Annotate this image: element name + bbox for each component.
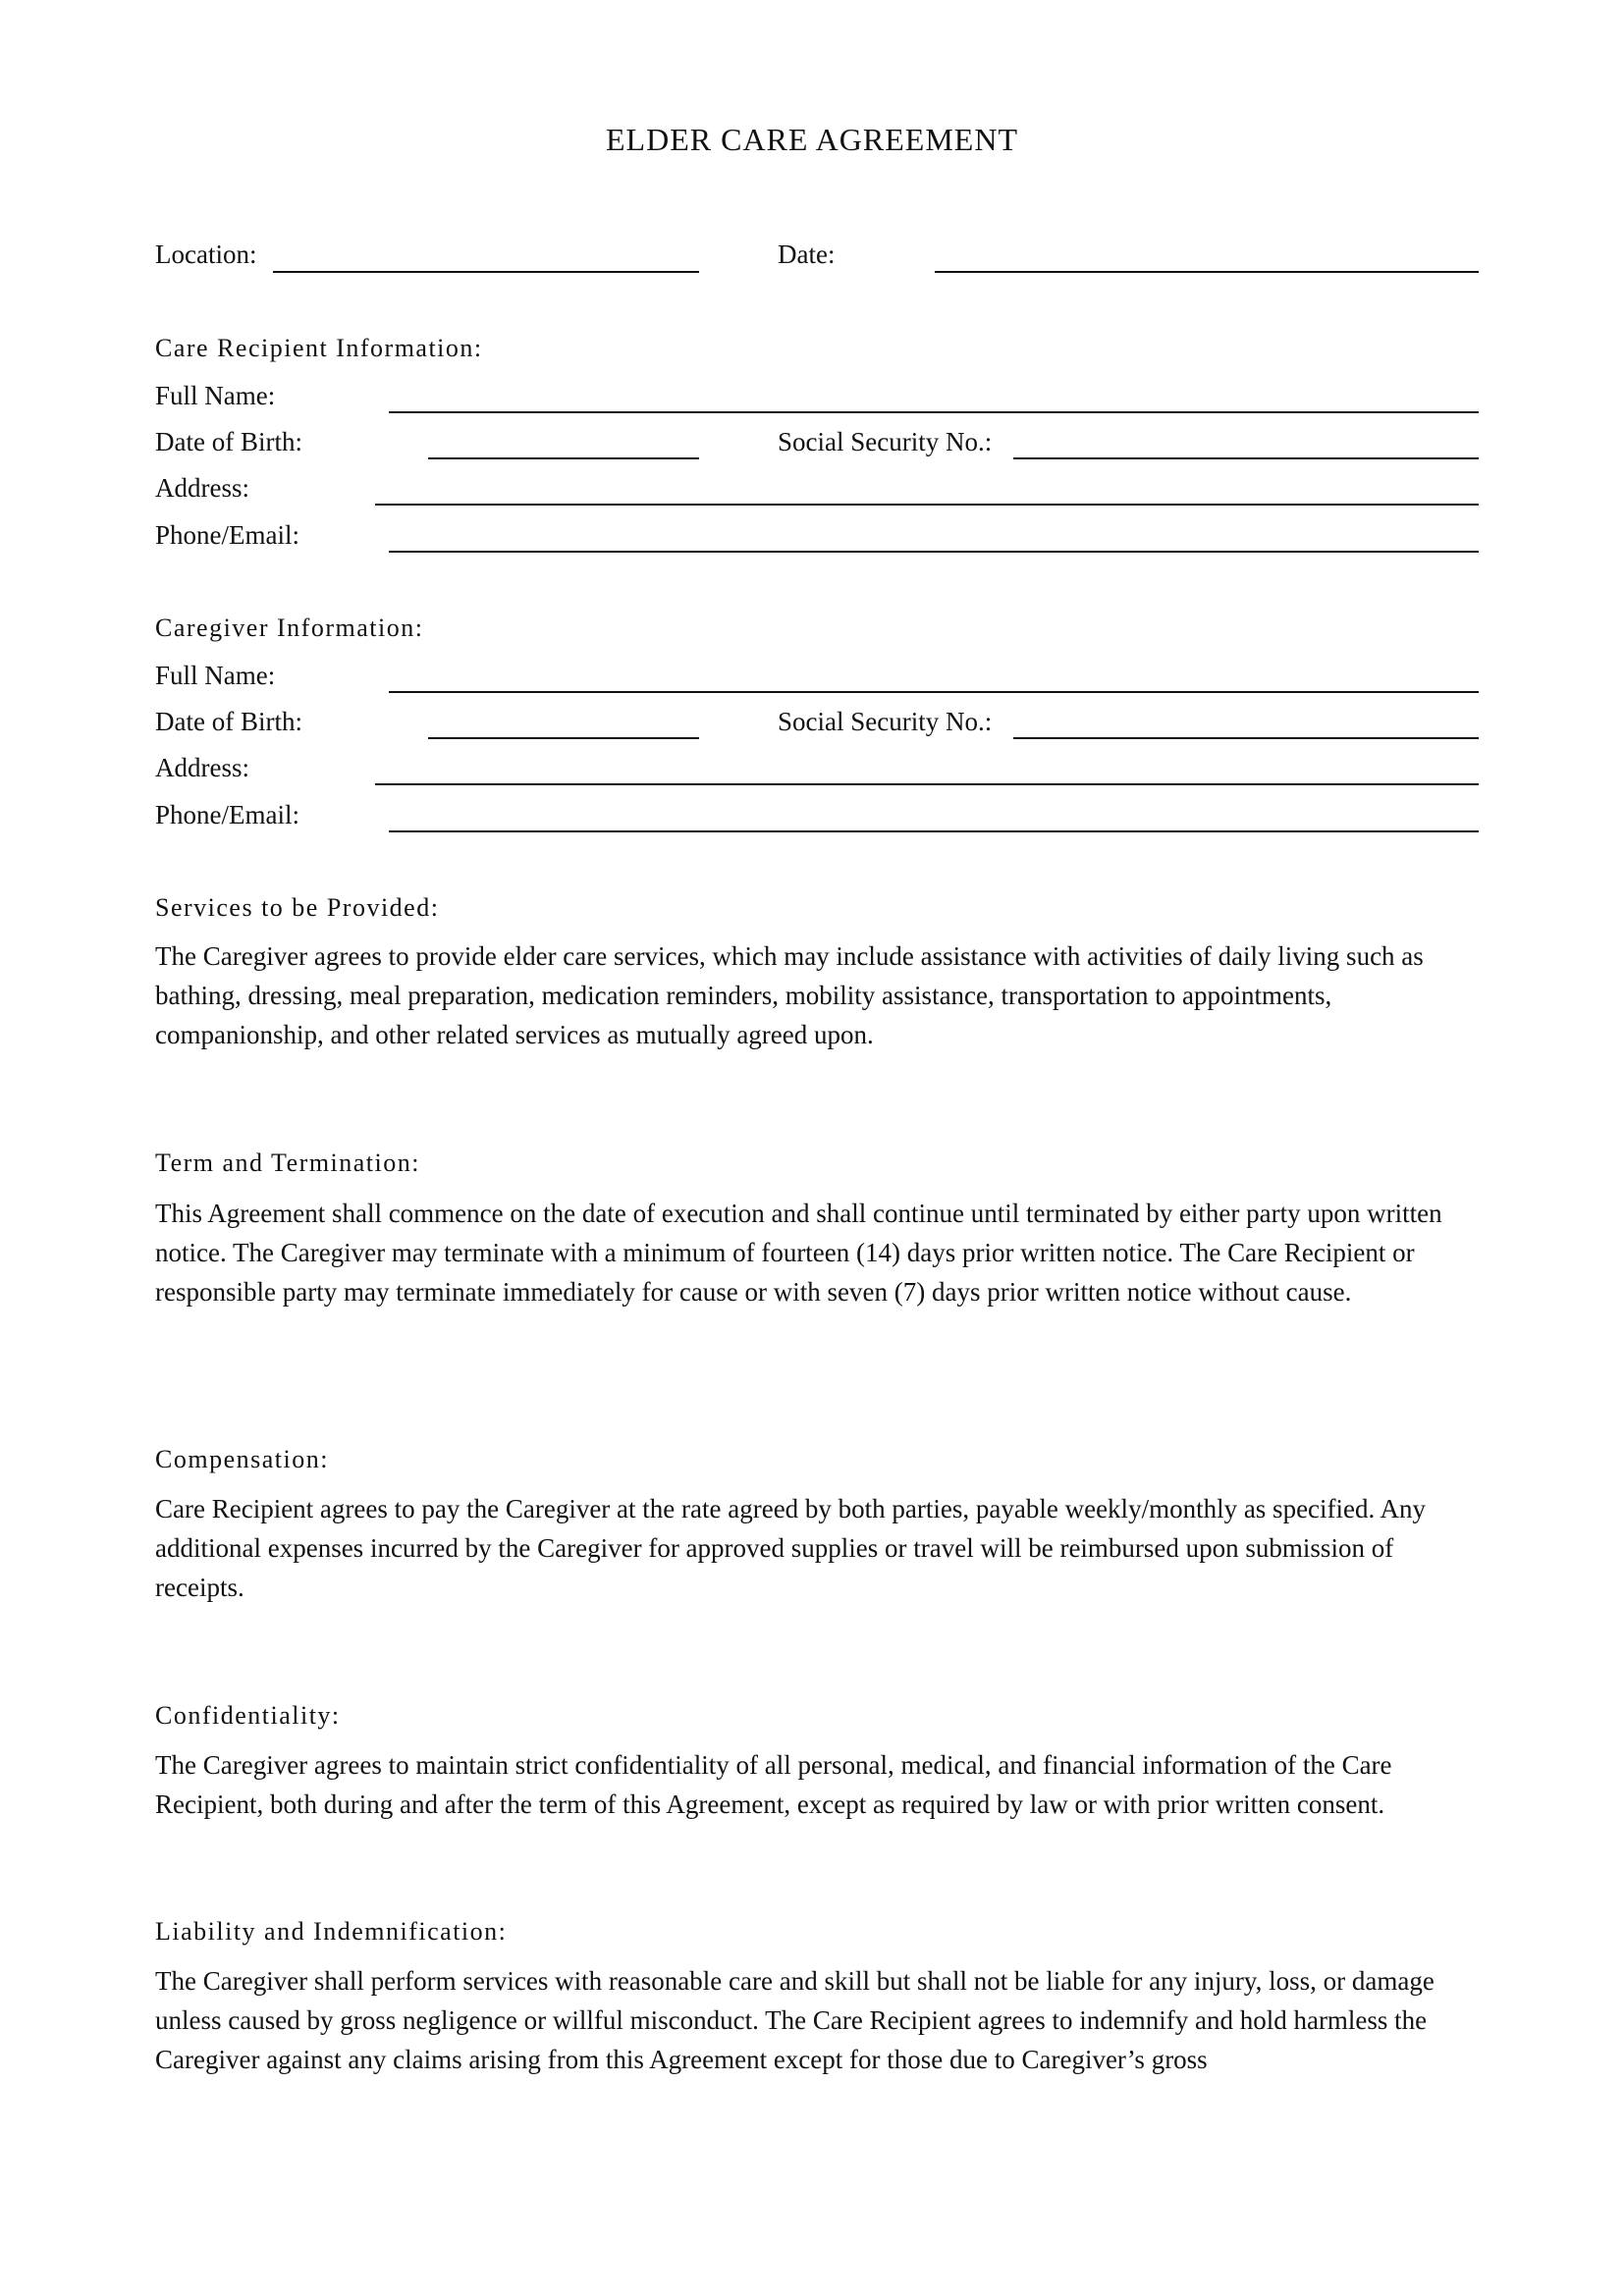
- compensation-text: Care Recipient agrees to pay the Caregiver at the rate agreed by both parties, payable weekly/monthly as specified. Any additional expenses incurred by the Caregiver for approved supplies or travel will be reimbursed upon submission of receipts.: [155, 1494, 1427, 1602]
- caregiver-phone-field[interactable]: [389, 830, 1479, 832]
- date-field[interactable]: [935, 271, 1479, 273]
- caregiver-full-name-label: Full Name:: [155, 661, 276, 690]
- caregiver-dob-label: Date of Birth:: [155, 707, 302, 736]
- liability-heading: Liability and Indemnification:: [155, 1917, 508, 1946]
- caregiver-heading: Caregiver Information:: [155, 614, 424, 642]
- location-field[interactable]: [273, 271, 699, 273]
- recipient-address-field[interactable]: [375, 504, 1479, 506]
- services-heading: Services to be Provided:: [155, 893, 440, 922]
- term-text: This Agreement shall commence on the date of execution and shall continue until terminated by either party upon written notice. The Caregiver may terminate with a minimum of fourteen (14) days prior written notice. The Care Recipient or responsible party may terminate immediately for cause or with seven (7) days prior written notice without cause.: [155, 1199, 1442, 1307]
- services-text: The Caregiver agrees to provide elder care services, which may include assistance with activities of daily living such as bathing, dressing, meal preparation, medication reminders, mobility assistance, transportation to appointments, companionship, and other related services as mutually agreed upon.: [155, 941, 1424, 1049]
- recipient-dob-label: Date of Birth:: [155, 427, 302, 456]
- caregiver-dob-field[interactable]: [428, 737, 699, 739]
- caregiver-phone-label: Phone/Email:: [155, 800, 299, 829]
- caregiver-full-name-field[interactable]: [389, 691, 1479, 693]
- recipient-phone-label: Phone/Email:: [155, 520, 299, 550]
- date-label: Date:: [778, 240, 836, 269]
- caregiver-ssn-label: Social Security No.:: [778, 707, 993, 736]
- recipient-address-label: Address:: [155, 473, 249, 503]
- location-label: Location:: [155, 240, 257, 269]
- caregiver-address-label: Address:: [155, 753, 249, 782]
- recipient-full-name-field[interactable]: [389, 411, 1479, 413]
- confidentiality-text: The Caregiver agrees to maintain strict confidentiality of all personal, medical, and financial information of the Care Recipient, both during and after the term of this Agreement, except as required by law or with prior written consent.: [155, 1750, 1392, 1819]
- document-title: ELDER CARE AGREEMENT: [606, 122, 1018, 157]
- compensation-heading: Compensation:: [155, 1445, 329, 1473]
- recipient-ssn-field[interactable]: [1013, 457, 1479, 459]
- caregiver-ssn-field[interactable]: [1013, 737, 1479, 739]
- recipient-phone-field[interactable]: [389, 551, 1479, 553]
- caregiver-address-field[interactable]: [375, 783, 1479, 785]
- recipient-dob-field[interactable]: [428, 457, 699, 459]
- term-heading: Term and Termination:: [155, 1148, 420, 1177]
- recipient-ssn-label: Social Security No.:: [778, 427, 993, 456]
- confidentiality-heading: Confidentiality:: [155, 1701, 341, 1730]
- recipient-full-name-label: Full Name:: [155, 381, 276, 410]
- recipient-heading: Care Recipient Information:: [155, 334, 483, 362]
- liability-text: The Caregiver shall perform services with reasonable care and skill but shall not be liable for any injury, loss, or damage unless caused by gross negligence or willful misconduct. The Care Recipient agrees to indemnify and hold harmless the Caregiver against any claims arising from this Agreement except for those due to Caregiver’s gross: [155, 1966, 1435, 2074]
